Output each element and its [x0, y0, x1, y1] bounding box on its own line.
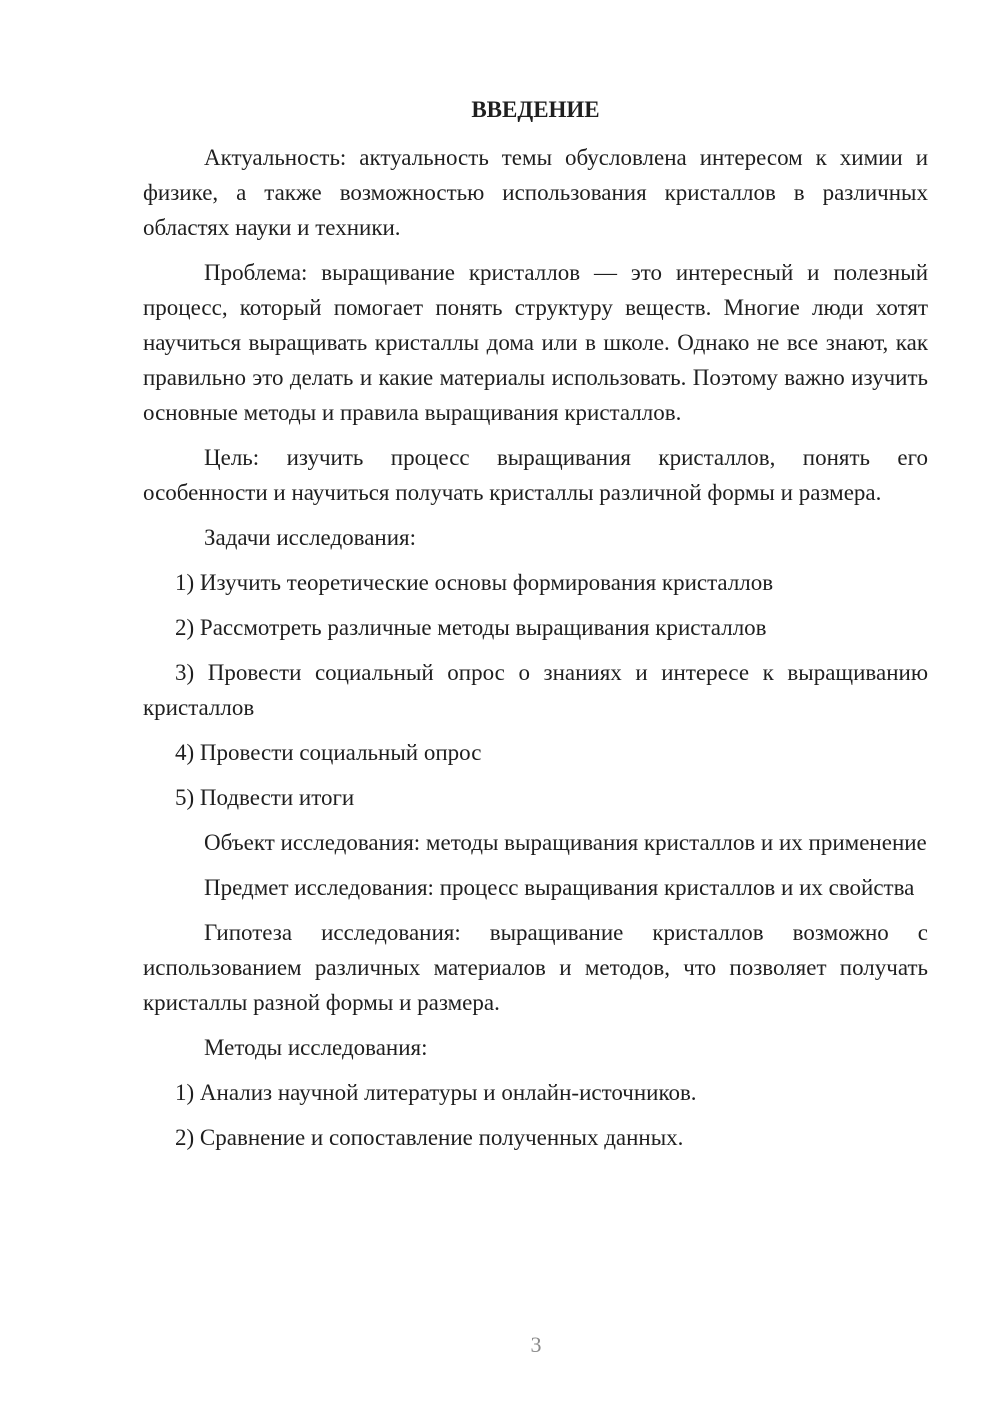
task-item: 1) Изучить теоретические основы формирования кристаллов: [175, 570, 774, 595]
tasks-heading: Задачи исследования:: [204, 525, 417, 550]
page-number: 3: [530, 1332, 542, 1357]
goal-paragraph: Цель: изучить процесс выращивания кристаллов, понять его особенности и научиться получать кристаллы различной формы и размера.: [143, 445, 928, 505]
task-item: 3) Провести социальный опрос о знаниях и интересе к выращиванию кристаллов: [143, 660, 928, 720]
method-item: 1) Анализ научной литературы и онлайн-источников.: [175, 1080, 697, 1105]
section-title: ВВЕДЕНИЕ: [471, 97, 600, 122]
task-item: 2) Рассмотреть различные методы выращивания кристаллов: [175, 615, 767, 640]
method-item: 2) Сравнение и сопоставление полученных данных.: [175, 1125, 684, 1150]
methods-heading: Методы исследования:: [204, 1035, 428, 1060]
subject-paragraph: Предмет исследования: процесс выращивания кристаллов и их свойства: [204, 875, 915, 900]
object-paragraph: Объект исследования: методы выращивания кристаллов и их применение: [204, 830, 927, 855]
task-item: 4) Провести социальный опрос: [175, 740, 482, 765]
hypothesis-paragraph: Гипотеза исследования: выращивание кристаллов возможно с использованием различных материалов и методов, что позволяет получать кристаллы разной формы и размера.: [143, 920, 928, 1015]
page-content: [143, 95, 928, 1165]
problem-paragraph: Проблема: выращивание кристаллов — это интересный и полезный процесс, который помогает понять структуру веществ. Многие люди хотят научиться выращивать кристаллы дома или в школе. Однако не все знают, как правильно это делать и какие материалы использовать. Поэтому важно изучить основные методы и правила выращивания кристаллов.: [143, 260, 928, 425]
task-item: 5) Подвести итоги: [175, 785, 355, 810]
relevance-paragraph: Актуальность: актуальность темы обусловлена интересом к химии и физике, а также возможностью использования кристаллов в различных областях науки и техники.: [143, 145, 928, 240]
